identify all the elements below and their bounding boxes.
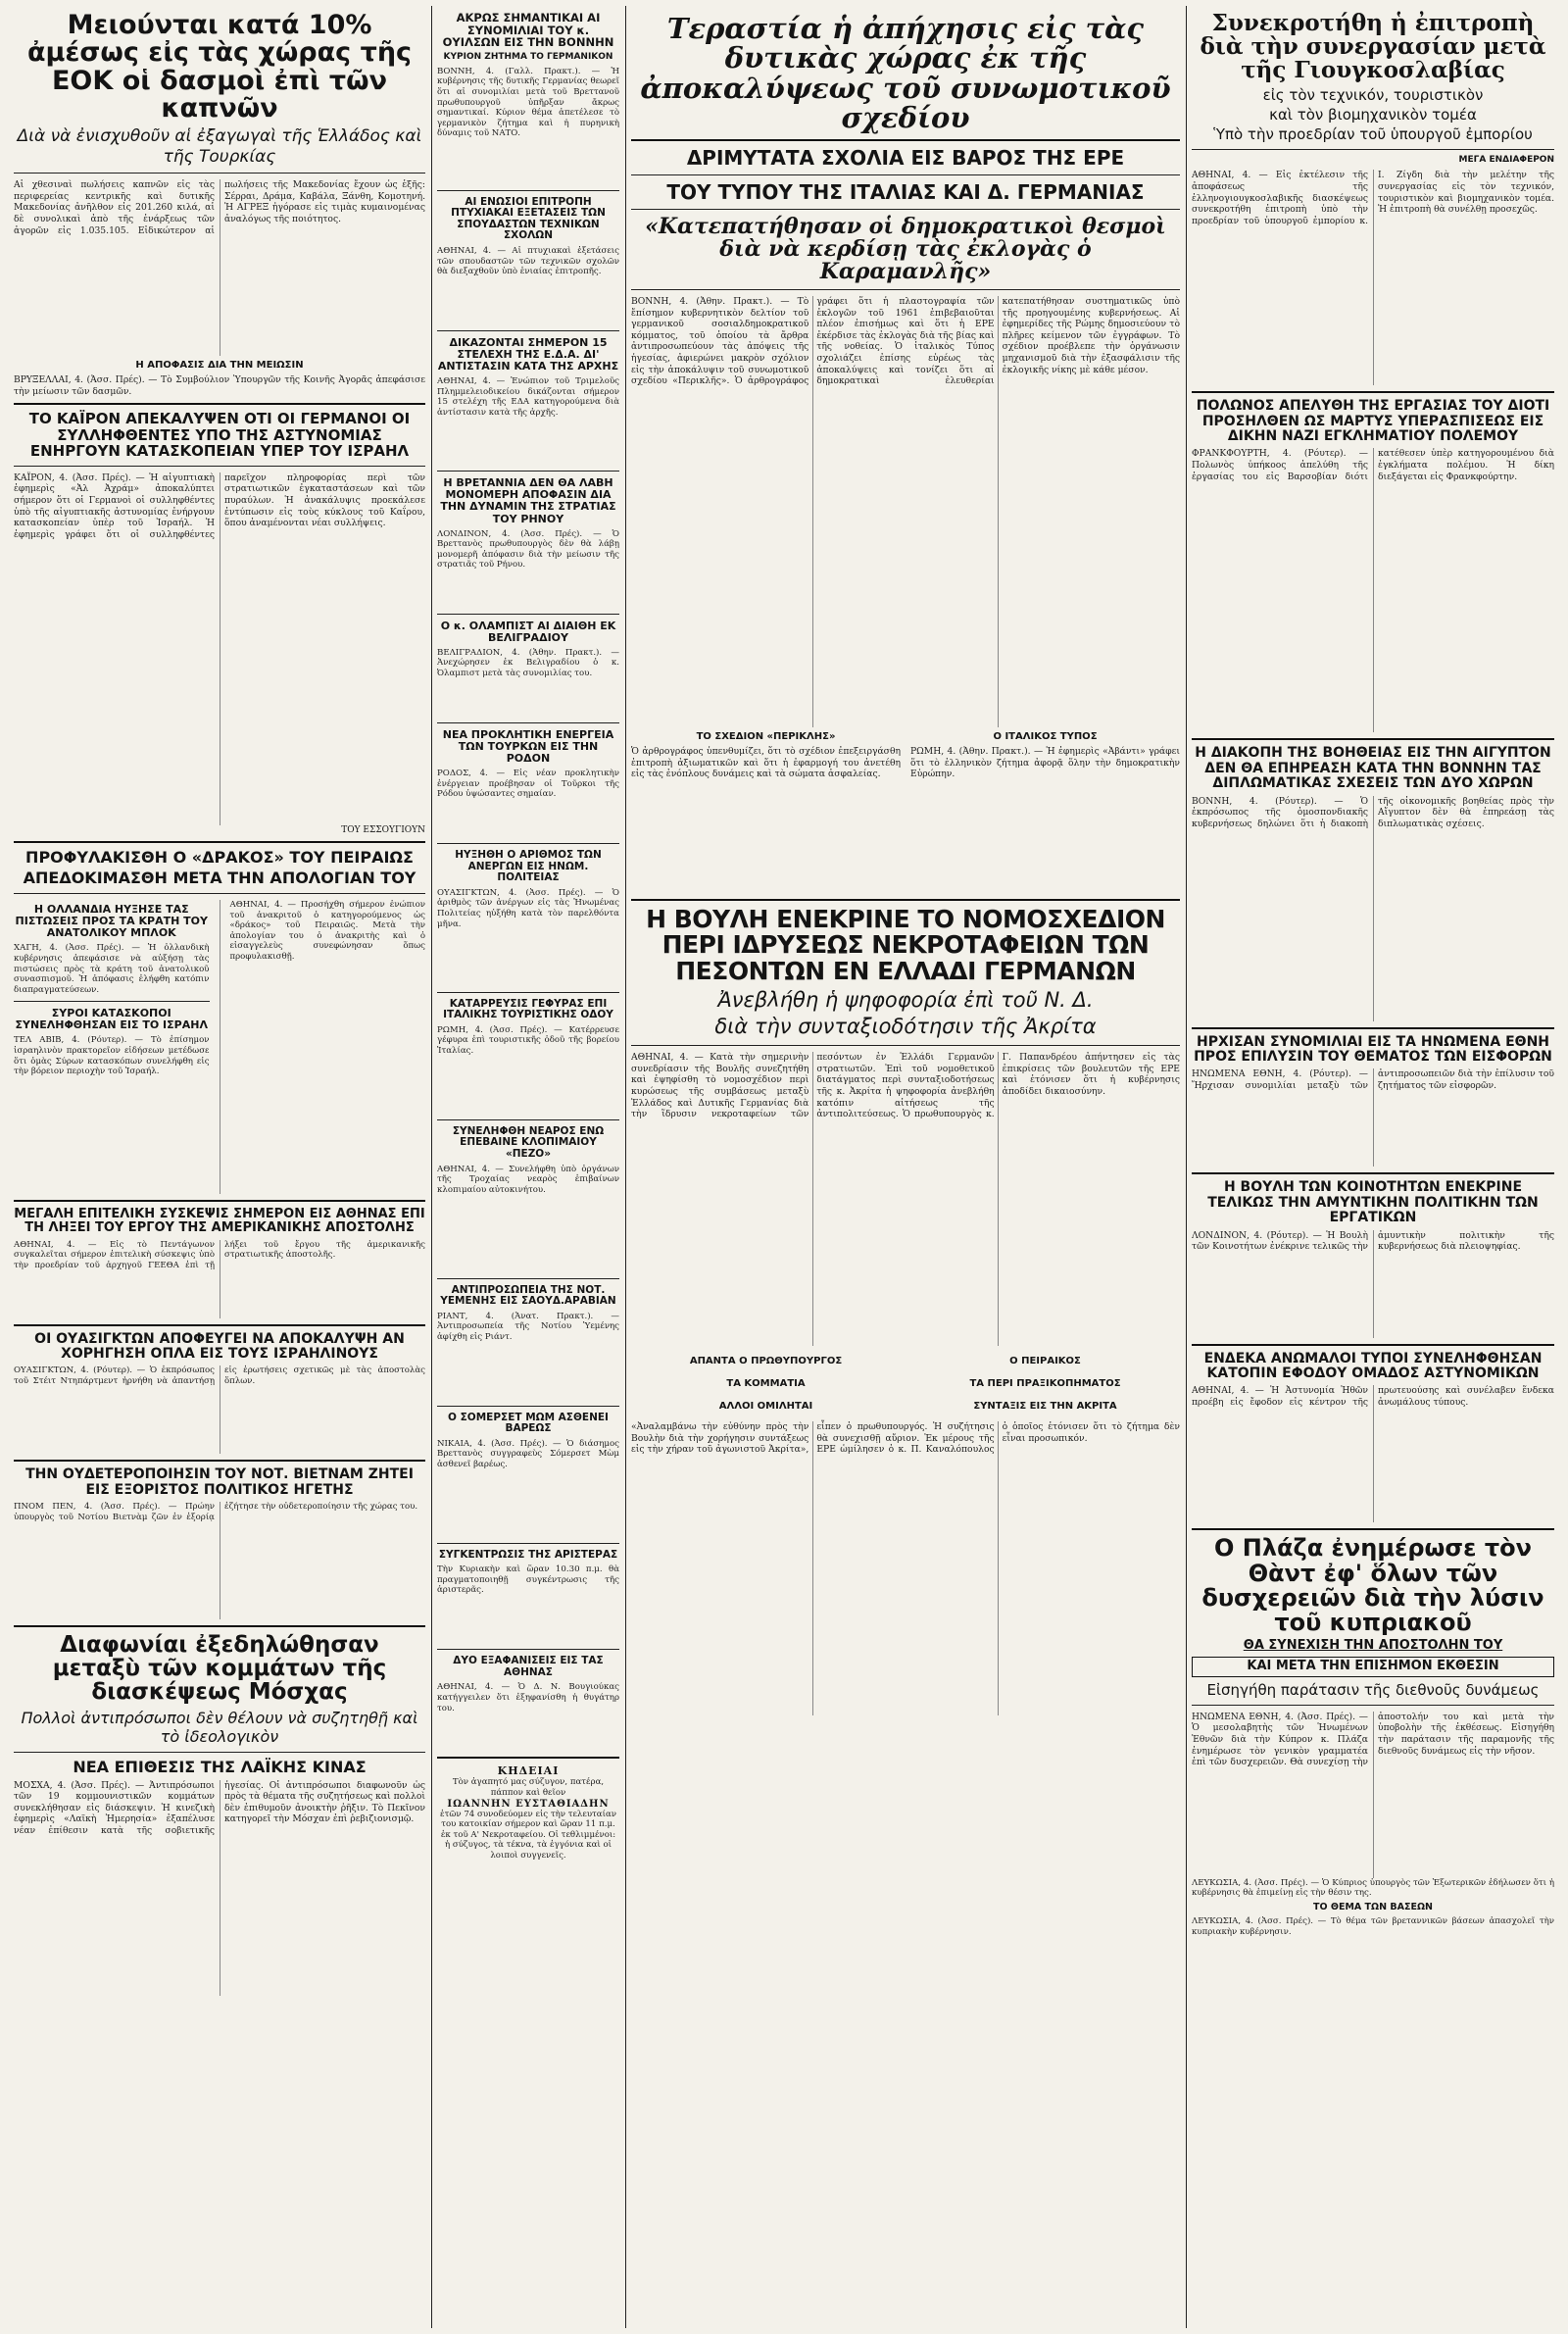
cyprus-subheadline-1: ΘΑ ΣΥΝΕΧΙΣΗ ΤΗΝ ΑΠΟΣΤΟΛΗΝ ΤΟΥ	[1243, 1638, 1503, 1654]
arms-headline: ΟΙ ΟΥΑΣΙΓΚΤΩΝ ΑΠΟΦΕΥΓΕΙ ΝΑ ΑΠΟΚΑΛΥΨΗ ΑΝ ΧΟΡΗΓΗΣΗ ΟΠΛΑ ΕΙΣ ΤΟΥΣ ΙΣΡΑΗΛΙΝΟΥΣ	[34, 1330, 405, 1363]
drakos-subheadline: ΑΠΕΔΟΚΙΜΑΣΘΗ ΜΕΤΑ ΤΗΝ ΑΠΟΛΟΓΙΑΝ ΤΟΥ	[23, 869, 416, 888]
funeral-intro: Τὸν ἀγαπητό μας σύζυγον, πατέρα, πάππον καὶ θεῖον	[452, 1777, 605, 1798]
eok-headline: Μειούνται κατά 10% ἀμέσως εἰς τὰς χώρας τῆς ΕΟΚ οἱ δασμοὶ ἐπὶ τῶν καπνῶν	[26, 10, 413, 124]
newspaper-page	[14, 6, 1554, 2328]
moscow-headline: Διαφωνίαι ἐξεδηλώθησαν μεταξὺ τῶν κομμάτων τῆς διασκέψεως Μόσχας	[52, 1632, 387, 1706]
yugoslavia-section-heading: ΜΕΓΑ ΕΝΔΙΑΦΕΡΟΝ	[1458, 155, 1554, 166]
youth-article: ΑΘΗΝΑΙ, 4. — Συνελήφθη ὑπὸ ὀργάνων τῆς Τροχαίας νεαρὸς ἐπιβαίνων κλοπιμαίου αὐτοκινήτου.	[437, 1164, 619, 1195]
eok-article: Αἱ χθεσιναὶ πωλήσεις καπνῶν εἰς τὰς περιφερείας κεντρικῆς καὶ δυτικῆς Μακεδονίας ἀνῆλθον εἰς 201.260 κιλά, αἱ δὲ συνολικαὶ ἀπὸ τῆς ἐνάρξεως τῶν ἀγορῶν εἰς 1.035.105. Εἰδικώτερον αἱ πωλήσεις τῆς Μακεδονίας ἔχουν ὡς ἑξῆς: Σέρραι, Δράμα, Καβάλα, Ξάνθη, Κομοτηνή. Ἡ ΑΓΡΕΞ ἠγόρασε εἰς τιμὰς κυμαινομένας ἀναλόγως τῆς ποιότητος.	[14, 179, 425, 236]
un-contributions-article: ΗΝΩΜΕΝΑ ΕΘΝΗ, 4. (Ρόυτερ). — Ἤρχισαν συνομιλίαι μεταξὺ τῶν ἀντιπροσωπειῶν διὰ τὴν ἐπίλυσιν τοῦ ζητήματος τῶν εἰσφορῶν.	[1192, 1068, 1554, 1092]
other-speakers-heading: ΑΛΛΟΙ ΟΜΙΛΗΤΑΙ	[718, 1401, 813, 1413]
parliament-section-heads-3	[631, 1397, 1180, 1415]
akrita-article: «Ἀναλαμβάνω τὴν εὐθύνην πρὸς τὴν Βουλὴν διὰ τὴν χορήγησιν συντάξεως εἰς τὴν χήραν τοῦ ἀγωνιστοῦ Ἀκρίτα», εἶπεν ὁ πρωθυπουργός. Ἡ συζήτησις θὰ συνεχισθῇ αὔριον. Ἐκ μέρους τῆς ΕΡΕ ὡμίλησεν ὁ κ. Π. Καναλόπουλος ὁ ὁποῖος ἐτόνισεν ὅτι τὸ ζήτημα δὲν εἶναι προσωπικόν.	[631, 1421, 1180, 1456]
drakos-block	[14, 900, 425, 1194]
lead-headline: Τεραστία ἡ ἀπήχησις εἰς τὰς δυτικὰς χώρας ἐκ τῆς ἀποκαλύψεως τοῦ συνωμοτικοῦ σχεδίου	[640, 12, 1171, 135]
cyprus-dispatch: ΛΕΥΚΩΣΙΑ, 4. (Ἀσσ. Πρές). — Ὁ Κύπριος ὑπουργὸς τῶν Ἐξωτερικῶν ἐδήλωσεν ὅτι ἡ κυβέρνησις θὰ ἐπιμείνῃ εἰς τὴν θέσιν της.	[1192, 1877, 1554, 1899]
moscow-subheadline: Πολλοὶ ἀντιπρόσωποι δὲν θέλουν νὰ συζητηθῇ καὶ τὸ ἰδεολογικὸν	[21, 1708, 418, 1746]
yugoslavia-subheadline-2: καὶ τὸν βιομηχανικὸν τομέα	[1269, 106, 1477, 124]
lead-section-heads	[631, 727, 1180, 746]
vietnam-article: ΠΝΟΜ ΠΕΝ, 4. (Ἀσσ. Πρές). — Πρώην ὑπουργὸς τοῦ Νοτίου Βιετνὰμ ζῶν ἐν ἐξορίᾳ ἐζήτησε τὴν οὐδετεροποίησιν τῆς χώρας του.	[14, 1502, 418, 1522]
lead-subheadline-1: ΔΡΙΜΥΤΑΤΑ ΣΧΟΛΙΑ ΕΙΣ ΒΑΡΟΣ ΤΗΣ ΕΡΕ	[686, 145, 1125, 170]
students-article: ΑΘΗΝΑΙ, 4. — Αἱ πτυχιακαὶ ἐξετάσεις τῶν σπουδαστῶν τῶν τεχνικῶν σχολῶν θὰ διεξαχθοῦν ὑπὸ ἑνιαίας ἐπιτροπῆς.	[437, 246, 619, 277]
bonn-article: ΒΟΝΝΗ, 4. (Γαλλ. Πρακτ.). — Ἡ κυβέρνησις τῆς δυτικῆς Γερμανίας θεωρεῖ ὅτι αἱ συνομιλίαι μετὰ τοῦ Βρεττανοῦ πρωθυπουργοῦ ὑπῆρξαν ἄκρως σημαντικαί. Κύριον θέμα ἀπετέλεσε τὸ γερμανικὸν ζήτημα καὶ ἡ πυρηνικὴ δύναμις τοῦ ΝΑΤΟ.	[437, 66, 619, 139]
egypt-aid-article: ΒΟΝΝΗ, 4. (Ρόυτερ). — Ὁ ἐκπρόσωπος τῆς ὁμοσπονδιακῆς κυβερνήσεως δηλώνει ὅτι ἡ διακοπὴ τῆς οἰκονομικῆς βοηθείας πρὸς τὴν Αἴγυπτον δὲν θὰ ἐπηρεάσῃ τὰς διπλωματικὰς σχέσεις.	[1192, 795, 1554, 829]
turks-headline: ΝΕΑ ΠΡΟΚΛΗΤΙΚΗ ΕΝΕΡΓΕΙΑ ΤΩΝ ΤΟΥΡΚΩΝ ΕΙΣ ΤΗΝ ΡΟΔΟΝ	[442, 727, 614, 766]
pericles-article: Ὁ ἀρθρογράφος ὑπενθυμίζει, ὅτι τὸ σχέδιον ἐπεξειργάσθη ἐπιτροπὴ ἀξιωματικῶν καὶ ὅτι ἡ ἐφαρμογή του ἀνετέθη εἰς τὰς ἐνόπλους δυνάμεις καὶ τὰ σώματα ἀσφαλείας.	[631, 746, 901, 780]
spies-headline: ΤΟ ΚΑΪΡΟΝ ΑΠΕΚΑΛΥΨΕΝ ΟΤΙ ΟΙ ΓΕΡΜΑΝΟΙ ΟΙ ΣΥΛΛΗΦΘΕΝΤΕΣ ΥΠΟ ΤΗΣ ΑΣΤΥΝΟΜΙΑΣ ΕΝΗΡΓΟΥΝ ΚΑΤΑΣΚΟΠΕΙΑΝ ΥΠΕΡ ΤΟΥ ΙΣΡΑΗΛ	[28, 410, 411, 461]
china-article: ΜΟΣΧΑ, 4. (Ἀσσ. Πρές). — Ἀντιπρόσωποι τῶν 19 κομμουνιστικῶν κομμάτων συνεκλήθησαν εἰς διάσκεψιν. Ἡ κινεζικὴ ἐφημερὶς «Λαϊκὴ Ἡμερησία» ἐξαπέλυσε νέαν ἐπίθεσιν κατὰ τῆς σοβιετικῆς ἡγεσίας. Οἱ ἀντιπρόσωποι διαφωνοῦν ὡς πρὸς τὰ θέματα τῆς συζητήσεως καὶ πολλοὶ δὲν ἐπιθυμοῦν ἀνοικτὴν ῥῆξιν. Τὸ Πεκῖνον κατηγορεῖ τὴν Μόσχαν ἐπὶ ῥεβιζιονισμῷ.	[14, 1779, 425, 1836]
funeral-name: ΙΩΑΝΝΗΝ ΕΥΣΤΑΘΙΑΔΗΝ	[447, 1798, 610, 1810]
parliament-section-heads	[631, 1352, 1180, 1370]
cyprus-headline: Ο Πλάζα ἐνημέρωσε τὸν Θὰντ ἐφ' ὅλων τῶν δυσχερειῶν διὰ τὴν λύσιν τοῦ κυπριακοῦ	[1201, 1534, 1544, 1636]
lead-subheadline-2: ΤΟΥ ΤΥΠΟΥ ΤΗΣ ΙΤΑΛΙΑΣ ΚΑΙ Δ. ΓΕΡΜΑΝΙΑΣ	[666, 179, 1145, 204]
cemetery-headline: Η ΒΟΥΛΗ ΕΝΕΚΡΙΝΕ ΤΟ ΝΟΜΟΣΧΕΔΙΟΝ ΠΕΡΙ ΙΔΡΥΣΕΩΣ ΝΕΚΡΟΤΑΦΕΙΩΝ ΤΩΝ ΠΕΣΟΝΤΩΝ ΕΝ ΕΛΛΑΔΙ ΓΕΡΜΑΝΩΝ	[646, 905, 1165, 985]
funeral-text: ἐτῶν 74 συνοδεύομεν εἰς τὴν τελευταίαν του κατοικίαν σήμερον καὶ ὥραν 11 π.μ. ἐκ τοῦ Α' Νεκροταφείου. Οἱ τεθλιμμένοι: ἡ σύζυγος, τὰ τέκνα, τὰ ἐγγόνια καὶ οἱ λοιποὶ συγγενεῖς.	[439, 1809, 616, 1861]
left-rally-headline: ΣΥΓΚΕΝΤΡΩΣΙΣ ΤΗΣ ΑΡΙΣΤΕΡΑΣ	[438, 1548, 618, 1561]
rhine-headline: Η ΒΡΕΤΑΝΝΙΑ ΔΕΝ ΘΑ ΛΑΒΗ ΜΟΝΟΜΕΡΗ ΑΠΟΦΑΣΙΝ ΔΙΑ ΤΗΝ ΔΥΝΑΜΙΝ ΤΗΣ ΣΤΡΑΤΙΑΣ ΤΟΥ ΡΗΝΟΥ	[440, 476, 616, 525]
akrita-pension-heading: ΣΥΝΤΑΞΙΣ ΕΙΣ ΤΗΝ ΑΚΡΙΤΑ	[973, 1401, 1117, 1413]
police-raid-headline: ΕΝΔΕΚΑ ΑΝΩΜΑΛΟΙ ΤΥΠΟΙ ΣΥΝΕΛΗΦΘΗΣΑΝ ΚΑΤΟΠΙΝ ΕΦΟΔΟΥ ΟΜΑΔΟΣ ΑΣΤΥΝΟΜΙΚΩΝ	[1203, 1350, 1543, 1381]
police-raid-article: ΑΘΗΝΑΙ, 4. — Ἡ Ἀστυνομία Ἠθῶν προέβη εἰς ἔφοδον εἰς κέντρον τῆς πρωτευούσης καὶ συνέλαβεν ἕνδεκα ἀνωμάλους τύπους.	[1192, 1385, 1554, 1408]
trial-article: ΑΘΗΝΑΙ, 4. — Ἐνώπιον τοῦ Τριμελοῦς Πλημμελειοδικείου δικάζονται σήμερον 15 στελέχη τῆς ΕΔΑ κατηγορούμενα διὰ ἀντίστασιν κατὰ τῆς ἀρχῆς.	[437, 376, 619, 419]
column-right	[1192, 6, 1554, 2328]
commons-article: ΛΟΝΔΙΝΟΝ, 4. (Ρόυτερ). — Ἡ Βουλὴ τῶν Κοινοτήτων ἐνέκρινε τελικῶς τὴν ἀμυντικὴν πολιτικὴν τῆς κυβερνήσεως διὰ πλειοψηφίας.	[1192, 1229, 1554, 1253]
yugoslavia-subheadline-1: εἰς τὸν τεχνικόν, τουριστικὸν	[1262, 86, 1484, 105]
parties-heading: ΤΑ ΚΟΜΜΑΤΙΑ	[726, 1378, 806, 1390]
students-headline: ΑΙ ΕΝΩΣΙΟΙ ΕΠΙΤΡΟΠΗ ΠΤΥΧΙΑΚΑΙ ΕΞΕΤΑΣΕΙΣ ΤΩΝ ΣΠΟΥΔΑΣΤΩΝ ΤΕΧΝΙΚΩΝ ΣΧΟΛΩΝ	[451, 195, 606, 242]
lead-article: ΒΟΝΝΗ, 4. (Ἀθην. Πρακτ.). — Τὸ ἔπίσημον κυβερνητικὸν δελτίον τοῦ γερμανικοῦ σοσιαλδημοκρατικοῦ κόμματος, τοῦ ὁποίου τὰ ἄρθρα ἀντιπροσωπεύουν τὰς ἀπόψεις τῆς ἡγεσίας, ἀφιερώνει μακρὸν σχόλιον εἰς τὴν ἀποκάλυψιν τοῦ συνωμοτικοῦ σχεδίου «Περικλῆς». Ὁ ἀρθρογράφος γράφει ὅτι ἡ πλαστογραφία τῶν ἐκλογῶν τοῦ 1961 ἐπιβεβαιοῦται πλέον ἐπισήμως καὶ ὅτι ἡ ΕΡΕ ἐκέρδισε τὰς ἐκλογὰς διὰ τῆς βίας καὶ τῆς νοθείας. Ὁ ἰταλικὸς Τύπος σχολιάζει ἐπίσης εὐρέως τὰς ἀποκαλύψεις καὶ τονίζει ὅτι αἱ δημοκρατικαὶ ἐλευθερίαι κατεπατήθησαν συστηματικῶς ὑπὸ τῆς προηγουμένης κυβερνήσεως. Αἱ ἐφημερίδες τῆς Ρώμης δημοσιεύουν τὸ πλῆρες κείμενον τῶν ἐγγράφων. Τὸ σχέδιον προέβλεπε τὴν ὀργάνωσιν μηχανισμοῦ διὰ τὴν ἐξασφάλισιν τῆς ἐκλογικῆς νίκης μὲ κάθε μέσον.	[631, 296, 1180, 387]
column-rule	[625, 6, 626, 2328]
olympic-article: ΒΕΛΙΓΡΑΔΙΟΝ, 4. (Ἀθην. Πρακτ.). — Ἀνεχώρησεν ἐκ Βελιγραδίου ὁ κ. Ὀλαμπιστ μετὰ τὰς συνομιλίας του.	[437, 647, 619, 679]
arms-article: ΟΥΑΣΙΓΚΤΩΝ, 4. (Ρόυτερ). — Ὁ ἐκπρόσωπος τοῦ Στέιτ Ντηπάρτμεντ ἠρνήθη νὰ ἀπαντήσῃ εἰς ἐρωτήσεις σχετικῶς μὲ τὰς ἀποστολὰς ὅπλων.	[14, 1366, 425, 1386]
pm-heading: ΑΠΑΝΤΑ Ο ΠΡΩΘΥΠΟΥΡΓΟΣ	[689, 1356, 843, 1367]
funeral-heading: ΚΗΔΕΙΑΙ	[497, 1764, 560, 1778]
yugoslavia-headline: Συνεκροτήθη ἡ ἐπιτροπὴ διὰ τὴν συνεργασίαν μετὰ τῆς Γιουγκοσλαβίας	[1200, 10, 1546, 84]
bases-heading: ΤΟ ΘΕΜΑ ΤΩΝ ΒΑΣΕΩΝ	[1313, 1901, 1433, 1912]
syria-headline: ΣΥΡΟΙ ΚΑΤΑΣΚΟΠΟΙ ΣΥΝΕΛΗΦΘΗΣΑΝ ΕΙΣ ΤΟ ΙΣΡΑΗΛ	[15, 1007, 208, 1032]
yugoslavia-subheadline-3: Ὑπὸ τὴν προεδρίαν τοῦ ὑπουργοῦ ἐμπορίου	[1213, 125, 1533, 144]
commons-headline: Η ΒΟΥΛΗ ΤΩΝ ΚΟΙΝΟΤΗΤΩΝ ΕΝΕΚΡΙΝΕ ΤΕΛΙΚΩΣ ΤΗΝ ΑΜΥΝΤΙΚΗΝ ΠΟΛΙΤΙΚΗΝ ΤΩΝ ΕΡΓΑΤΙΚΩΝ	[1207, 1179, 1539, 1226]
column-left	[14, 6, 425, 2328]
peiraikos-heading: Ο ΠΕΙΡΑΙΚΟΣ	[1009, 1356, 1081, 1367]
drakos-headline: ΠΡΟΦΥΛΑΚΙΣΘΗ Ο «ΔΡΑΚΟΣ» ΤΟΥ ΠΕΙΡΑΙΩΣ	[25, 847, 414, 867]
unemployed-article: ΟΥΑΣΙΓΚΤΩΝ, 4. (Ἀσσ. Πρές). — Ὁ ἀριθμὸς τῶν ἀνέργων εἰς τὰς Ἡνωμένας Πολιτείας ηὐξήθη κατὰ τὸν παρελθόντα μῆνα.	[437, 887, 619, 929]
missing-headline: ΔΥΟ ΕΞΑΦΑΝΙΣΕΙΣ ΕΙΣ ΤΑΣ ΑΘΗΝΑΣ	[453, 1655, 604, 1678]
bridge-article: ΡΩΜΗ, 4. (Ἀσσ. Πρές). — Κατέρρευσε γέφυρα ἐπὶ τουριστικῆς ὁδοῦ τῆς βορείου Ἰταλίας.	[437, 1024, 619, 1057]
saudi-article: ΡΙΑΝΤ, 4. (Ἀνατ. Πρακτ.). — Ἀντιπροσωπεία τῆς Νοτίου Ὑεμένης ἀφίχθη εἰς Ριάντ.	[437, 1311, 619, 1342]
italian-press-article: ΡΩΜΗ, 4. (Ἀθην. Πρακτ.). — Ἡ ἐφημερὶς «Ἀβάντι» γράφει ὅτι τὸ ἑλληνικὸν ζήτημα ἀφορᾷ ὅλην τὴν δημοκρατικὴν Εὐρώπην.	[910, 746, 1180, 780]
lead-quote: «Κατεπατήθησαν οἱ δημοκρατικοὶ θεσμοὶ διὰ νὰ κερδίσῃ τὰς ἐκλογὰς ὁ Καραμανλῆς»	[645, 213, 1166, 284]
holland-block	[14, 900, 210, 1194]
column-rule	[1186, 6, 1187, 2328]
cyprus-subheadline-2: ΚΑΙ ΜΕΤΑ ΤΗΝ ΕΠΙΣΗΜΟΝ ΕΚΘΕΣΙΝ	[1192, 1657, 1554, 1676]
nazi-witness-article: ΦΡΑΝΚΦΟΥΡΤΗ, 4. (Ρόυτερ). — Πολωνὸς ὑπήκοος ἀπελύθη τῆς ἐργασίας του εἰς Βαρσοβίαν διότι κατέθεσεν ὑπὲρ κατηγορουμένου διὰ ἐγκλήματα πολέμου. Ἡ δίκη διεξάγεται εἰς Φρανκφούρτην.	[1192, 448, 1554, 482]
column-center	[631, 6, 1180, 2328]
italian-press-heading: Ο ΙΤΑΛΙΚΟΣ ΤΥΠΟΣ	[993, 731, 1098, 743]
vietnam-headline: ΤΗΝ ΟΥΔΕΤΕΡΟΠΟΙΗΣΙΝ ΤΟΥ ΝΟΤ. ΒΙΕΤΝΑΜ ΖΗΤΕΙ ΕΙΣ ΕΞΟΡΙΣΤΟΣ ΠΟΛΙΤΙΚΟΣ ΗΓΕΤΗΣ	[25, 1466, 414, 1498]
missing-article: ΑΘΗΝΑΙ, 4. — Ὁ Δ. Ν. Βουγιούκας κατήγγειλεν ὅτι ἐξηφανίσθη ἡ θυγάτηρ του.	[437, 1682, 619, 1713]
egypt-aid-headline: Η ΔΙΑΚΟΠΗ ΤΗΣ ΒΟΗΘΕΙΑΣ ΕΙΣ ΤΗΝ ΑΙΓΥΠΤΟΝ ΔΕΝ ΘΑ ΕΠΗΡΕΑΣΗ ΚΑΤΑ ΤΗΝ ΒΟΝΝΗΝ ΤΑΣ ΔΙΠΛΩΜΑΤΙΚΑΣ ΣΧΕΣΕΙΣ ΤΩΝ ΔΥΟ ΧΩΡΩΝ	[1195, 745, 1551, 792]
coup-heading: ΤΑ ΠΕΡΙ ΠΡΑΞΙΚΟΠΗΜΑΤΟΣ	[969, 1378, 1121, 1390]
lead-section-bodies	[631, 746, 1180, 893]
syria-article: ΤΕΛ ΑΒΙΒ, 4. (Ρόυτερ). — Τὸ ἐπίσημον ἰσραηλινὸν πρακτορεῖον εἰδήσεων μετέδωσε ὅτι ὁμὰς Σύρων κατασκόπων συνελήφθη εἰς τὴν βόρειον περιοχὴν τοῦ Ἰσραήλ.	[14, 1035, 210, 1077]
trial-headline: ΔΙΚΑΖΟΝΤΑΙ ΣΗΜΕΡΟΝ 15 ΣΤΕΛΕΧΗ ΤΗΣ Ε.Δ.Α. ΔΙ' ΑΝΤΙΣΤΑΣΙΝ ΚΑΤΑ ΤΗΣ ΑΡΧΗΣ	[437, 336, 619, 373]
eok-footer-heading: Η ΑΠΟΦΑΣΙΣ ΔΙΑ ΤΗΝ ΜΕΙΩΣΙΝ	[135, 360, 304, 372]
bases-article: ΛΕΥΚΩΣΙΑ, 4. (Ἀσσ. Πρές). — Τὸ θέμα τῶν βρεταννικῶν βάσεων ἀπασχολεῖ τὴν κυπριακὴν κυβέρνησιν.	[1192, 1916, 1554, 1937]
bonn-headline: ΑΚΡΩΣ ΣΗΜΑΝΤΙΚΑΙ ΑΙ ΣΥΝΟΜΙΛΙΑΙ ΤΟΥ κ. ΟΥΙΛΣΩΝ ΕΙΣ ΤΗΝ ΒΟΝΝΗΝ	[442, 11, 614, 50]
spies-article: ΚΑΪΡΟΝ, 4. (Ἀσσ. Πρές). — Ἡ αἰγυπτιακὴ ἐφημερὶς «Ἀλ Ἀχράμ» ἀποκαλύπτει σήμερον ὅτι οἱ Γερμανοὶ οἱ συλληφθέντες ὑπὸ τῆς αἰγυπτιακῆς ἀστυνομίας ἐνήργουν κατασκοπείαν ὑπὲρ τοῦ Ἰσραήλ. Ἡ ἐφημερὶς γράφει ὅτι οἱ συλληφθέντες παρεῖχον πληροφορίας περὶ τῶν στρατιωτικῶν ἐγκαταστάσεων καὶ τῶν πυραύλων. Ἡ ἀνακάλυψις προεκάλεσε ἐντύπωσιν εἰς τοὺς κύκλους τοῦ Καΐρου, ὅπου ἀναμένονται νέαι συλλήψεις.	[14, 472, 425, 540]
maugham-headline: Ο ΣΟΜΕΡΣΕΤ ΜΩΜ ΑΣΘΕΝΕΙ ΒΑΡΕΩΣ	[448, 1411, 609, 1435]
parliament-section-heads-2	[631, 1374, 1180, 1393]
eok-subheadline: Διὰ νὰ ἐνισχυθοῦν αἱ ἐξαγωγαὶ τῆς Ἑλλάδος καὶ τῆς Τουρκίας	[17, 126, 422, 167]
mission-headline: ΜΕΓΑΛΗ ΕΠΙΤΕΛΙΚΗ ΣΥΣΚΕΨΙΣ ΣΗΜΕΡΟΝ ΕΙΣ ΑΘΗΝΑΣ ΕΠΙ ΤΗ ΛΗΞΕΙ ΤΟΥ ΕΡΓΟΥ ΤΗΣ ΑΜΕΡΙΚΑΝΙΚΗΣ ΑΠΟΣΤΟΛΗΣ	[14, 1207, 425, 1236]
nazi-witness-headline: ΠΟΛΩΝΟΣ ΑΠΕΛΥΘΗ ΤΗΣ ΕΡΓΑΣΙΑΣ ΤΟΥ ΔΙΟΤΙ ΠΡΟΣΗΛΘΕΝ ΩΣ ΜΑΡΤΥΣ ΥΠΕΡΑΣΠΙΣΕΩΣ ΕΙΣ ΔΙΚΗΝ ΝΑΖΙ ΕΓΚΛΗΜΑΤΙΟΥ ΠΟΛΕΜΟΥ	[1196, 398, 1550, 445]
rhine-article: ΛΟΝΔΙΝΟΝ, 4. (Ἀσσ. Πρές). — Ὁ Βρεττανὸς πρωθυπουργὸς δὲν θὰ λάβῃ μονομερῆ ἀπόφασιν διὰ τὴν μείωσιν τῆς στρατιᾶς τοῦ Ρήνου.	[437, 528, 619, 571]
mission-article: ΑΘΗΝΑΙ, 4. — Εἰς τὸ Πεντάγωνον συγκαλεῖται σήμερον ἐπιτελικὴ σύσκεψις ὑπὸ τὴν προεδρίαν τοῦ ἀρχηγοῦ ΓΕΕΘΑ ἐπὶ τῇ λήξει τοῦ ἔργου τῆς ἀμερικανικῆς στρατιωτικῆς ἀποστολῆς.	[14, 1239, 425, 1270]
yugoslavia-article: ΑΘΗΝΑΙ, 4. — Εἰς ἐκτέλεσιν τῆς ἀποφάσεως τῆς ἑλληνογιουγκοσλαβικῆς διασκέψεως συνεκροτήθη ἐπιτροπὴ ὑπὸ τὴν προεδρίαν τοῦ ὑπουργοῦ ἐμπορίου κ. Ι. Ζίγδη διὰ τὴν μελέτην τῆς συνεργασίας εἰς τὸν τεχνικόν, τουριστικὸν καὶ βιομηχανικὸν τομέα. Ἡ ἐπιτροπὴ θὰ συνέλθῃ προσεχῶς.	[1192, 170, 1554, 226]
china-headline: ΝΕΑ ΕΠΙΘΕΣΙΣ ΤΗΣ ΛΑΪΚΗΣ ΚΙΝΑΣ	[73, 1757, 367, 1776]
left-rally-article: Τὴν Κυριακὴν καὶ ὥραν 10.30 π.μ. θὰ πραγματοποιηθῇ συγκέντρωσις τῆς ἀριστερᾶς.	[437, 1564, 619, 1596]
cemetery-article: ΑΘΗΝΑΙ, 4. — Κατὰ τὴν σημερινὴν συνεδρίασιν τῆς Βουλῆς συνεζητήθη καὶ ἐψηφίσθη τὸ νομοσχέδιον περὶ κυρώσεως τῆς συμβάσεως μεταξὺ Ἑλλάδος καὶ Δυτικῆς Γερμανίας διὰ τὴν ἵδρυσιν νεκροταφείων τῶν πεσόντων ἐν Ἑλλάδι Γερμανῶν στρατιωτῶν. Ἐπὶ τοῦ νομοθετικοῦ διατάγματος περὶ συνταξιοδοτήσεως τῆς κ. Ἀκρίτα ἡ ψηφοφορία ἀνεβλήθη κατόπιν αἰτήσεως τῆς ἀντιπολιτεύσεως. Ὁ πρωθυπουργὸς κ. Γ. Παπανδρέου ἀπήντησεν εἰς τὰς ἐπικρίσεις τῶν βουλευτῶν τῆς ΕΡΕ καὶ ἐτόνισεν ὅτι ἡ κυβέρνησις ἀποδίδει δικαιοσύνην.	[631, 1052, 1180, 1120]
unemployed-headline: ΗΥΞΗΘΗ Ο ΑΡΙΘΜΟΣ ΤΩΝ ΑΝΕΡΓΩΝ ΕΙΣ ΗΝΩΜ. ΠΟΛΙΤΕΙΑΣ	[455, 849, 602, 884]
cyprus-article: ΗΝΩΜΕΝΑ ΕΘΝΗ, 4. (Ἀσσ. Πρές). — Ὁ μεσολαβητὴς τῶν Ἡνωμένων Ἐθνῶν διὰ τὴν Κύπρον κ. Πλάζα ἐνημέρωσε τὸν γενικὸν γραμματέα ἐπὶ τῶν δυσχερειῶν. Θὰ συνεχίσῃ τὴν ἀποστολήν του καὶ μετὰ τὴν ὑποβολὴν τῆς ἐκθέσεως. Εἰσηγήθη τὴν παράτασιν τῆς παραμονῆς τῆς διεθνοῦς δυνάμεως εἰς τὴν νῆσον.	[1192, 1711, 1554, 1768]
bridge-headline: ΚΑΤΑΡΡΕΥΣΙΣ ΓΕΦΥΡΑΣ ΕΠΙ ΙΤΑΛΙΚΗΣ ΤΟΥΡΙΣΤΙΚΗΣ ΟΔΟΥ	[443, 997, 613, 1021]
un-contributions-headline: ΗΡΧΙΣΑΝ ΣΥΝΟΜΙΛΙΑΙ ΕΙΣ ΤΑ ΗΝΩΜΕΝΑ ΕΘΝΗ ΠΡΟΣ ΕΠΙΛΥΣΙΝ ΤΟΥ ΘΕΜΑΤΟΣ ΤΩΝ ΕΙΣΦΟΡΩΝ	[1194, 1033, 1552, 1066]
cemetery-subheadline-2: διὰ τὴν συνταξιοδότησιν τῆς Ἀκρίτα	[714, 1014, 1097, 1038]
olympic-headline: Ο κ. ΟΛΑΜΠΙΣΤ ΑΙ ΔΙΑΙΘΗ ΕΚ ΒΕΛΙΓΡΑΔΙΟΥ	[440, 619, 616, 644]
cemetery-subheadline-1: Ἀνεβλήθη ἡ ψηφοφορία ἐπὶ τοῦ Ν. Δ.	[717, 987, 1094, 1012]
pericles-heading: ΤΟ ΣΧΕΔΙΟΝ «ΠΕΡΙΚΛΗΣ»	[696, 731, 836, 743]
column-rule	[431, 6, 432, 2328]
column-second	[437, 6, 619, 2328]
eok-footer-article: ΒΡΥΞΕΛΛΑΙ, 4. (Ἀσσ. Πρές). — Τὸ Συμβούλιον Ὑπουργῶν τῆς Κοινῆς Ἀγορᾶς ἀπεφάσισε τὴν μείωσιν τῶν δασμῶν.	[14, 374, 425, 397]
drakos-article: ΑΘΗΝΑΙ, 4. — Προσήχθη σήμερον ἐνώπιον τοῦ ἀνακριτοῦ ὁ κατηγορούμενος ὡς «δράκος» τοῦ Πειραιῶς. Μετὰ τὴν ἀπολογίαν του ὁ ἀνακριτὴς καὶ ὁ εἰσαγγελεὺς συνεφώνησαν ὅπως προφυλακισθῇ.	[229, 900, 425, 962]
cyprus-subheadline-3: Εἰσηγήθη παράτασιν τῆς διεθνοῦς δυνάμεως	[1206, 1680, 1540, 1699]
bonn-subheadline: ΚΥΡΙΟΝ ΖΗΤΗΜΑ ΤΟ ΓΕΡΜΑΝΙΚΟΝ	[443, 51, 613, 62]
saudi-headline: ΑΝΤΙΠΡΟΣΩΠΕΙΑ ΤΗΣ ΝΟΤ. ΥΕΜΕΝΗΣ ΕΙΣ ΣΑΟΥΔ.ΑΡΑΒΙΑΝ	[440, 1283, 616, 1308]
spies-signature: ΤΟΥ ΕΣΣΟΥΓΙΟΥΝ	[341, 824, 425, 835]
maugham-article: ΝΙΚΑΙΑ, 4. (Ἀσσ. Πρές). — Ὁ διάσημος Βρεττανὸς συγγραφεὺς Σόμερσετ Μὼμ ἀσθενεῖ βαρέως.	[437, 1438, 619, 1469]
turks-article: ΡΟΔΟΣ, 4. — Εἰς νέαν προκλητικὴν ἐνέργειαν προέβησαν οἱ Τοῦρκοι τῆς Ρόδου ὑψώσαντες σημαίαν.	[437, 769, 619, 800]
holland-article: ΧΑΓΗ, 4. (Ἀσσ. Πρές). — Ἡ ὀλλανδικὴ κυβέρνησις ἀπεφάσισε νὰ αὐξήσῃ τὰς πιστώσεις πρὸς τὰ κράτη τοῦ ἀνατολικοῦ συνασπισμοῦ. Ἡ ἀπόφασις ἐλήφθη κατόπιν διαπραγματεύσεων.	[14, 943, 210, 995]
holland-headline: Η ΟΛΛΑΝΔΙΑ ΗΥΞΗΣΕ ΤΑΣ ΠΙΣΤΩΣΕΙΣ ΠΡΟΣ ΤΑ ΚΡΑΤΗ ΤΟΥ ΑΝΑΤΟΛΙΚΟΥ ΜΠΛΟΚ	[15, 903, 208, 940]
youth-headline: ΣΥΝΕΛΗΦΘΗ ΝΕΑΡΟΣ ΕΝΩ ΕΠΕΒΑΙΝΕ ΚΛΟΠΙΜΑΙΟΥ «ΠΕΖΟ»	[452, 1124, 605, 1160]
